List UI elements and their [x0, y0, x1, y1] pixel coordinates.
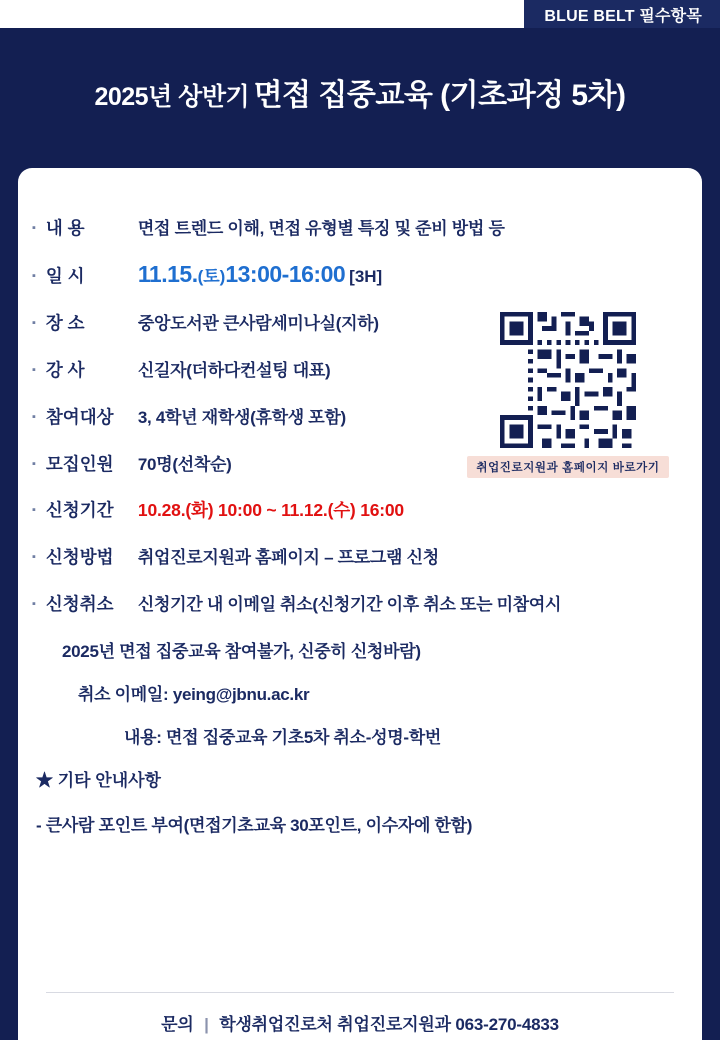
value-cancel-line4: 내용: 면접 집중교육 기초5차 취소-성명-학번: [124, 728, 442, 747]
info-row-target: [32, 403, 682, 429]
bullet-icon: ▪: [32, 458, 36, 470]
value-cancel-line1: 신청기간 내 이메일 취소(신청기간 이후 취소 또는 미참여시: [137, 595, 562, 614]
info-row-method: [32, 543, 682, 569]
bullet-icon: ▪: [32, 317, 36, 329]
info-row-datetime: [32, 261, 682, 288]
label-target: 참여대상: [45, 407, 114, 427]
info-row-content: [32, 214, 682, 240]
label-cancel: 신청취소: [45, 594, 114, 614]
value-hours: [3H]: [349, 267, 383, 286]
value-capacity: 70명(선착순): [137, 455, 232, 474]
bullet-icon: ▪: [32, 411, 36, 423]
info-list: [32, 214, 682, 844]
info-card: [18, 168, 702, 1063]
value-day: (토): [197, 267, 226, 286]
footer-divider: [46, 992, 674, 993]
info-row-lecturer: [32, 356, 682, 382]
value-date: 11.15.: [137, 261, 198, 287]
qr-caption: 취업진로지원과 홈페이지 바로가기: [467, 456, 668, 478]
page-title-main: 면접 집중교육 (기초과정 5차): [253, 79, 626, 112]
belt-tag: BLUE BELT 필수항목: [524, 0, 720, 28]
value-cancel-line3: 취소 이메일: yeing@jbnu.ac.kr: [78, 685, 310, 704]
page-title: [0, 70, 720, 114]
footer-separator: |: [204, 1015, 209, 1034]
label-capacity: 모집인원: [45, 454, 114, 474]
value-place: 중앙도서관 큰사람세미나실(지하): [137, 314, 379, 333]
page-title-prefix: 2025년 상반기: [94, 83, 250, 111]
bullet-icon: ▪: [32, 222, 36, 234]
value-method: 취업진로지원과 홈페이지 – 프로그램 신청: [137, 548, 439, 567]
value-target: 3, 4학년 재학생(휴학생 포함): [137, 408, 346, 427]
footer-value: 학생취업진로처 취업진로지원과 063-270-4833: [219, 1015, 559, 1034]
top-ribbon: [0, 0, 720, 28]
value-lecturer: 신길자(더하다컨설팅 대표): [137, 361, 331, 380]
label-period: 신청기간: [45, 500, 114, 520]
value-time: 13:00-16:00: [225, 261, 346, 287]
bullet-icon: ▪: [32, 270, 36, 282]
poster-body: [0, 28, 720, 1040]
bullet-icon: ▪: [32, 551, 36, 563]
notes-heading: ★ 기타 안내사항: [36, 771, 161, 790]
bullet-icon: ▪: [32, 364, 36, 376]
info-row-place: [32, 309, 682, 335]
footer-contact: [18, 1010, 702, 1035]
info-row-period: [32, 497, 682, 522]
info-row-cancel: [32, 590, 682, 616]
value-cancel-line2: 2025년 면접 집중교육 참여불가, 신중히 신청바람): [62, 642, 421, 661]
value-content: 면접 트렌드 이해, 면접 유형별 특징 및 준비 방법 등: [137, 219, 505, 238]
label-place: 장 소: [45, 313, 85, 333]
label-method: 신청방법: [45, 547, 114, 567]
footer-label: 문의: [161, 1015, 194, 1034]
bullet-icon: ▪: [32, 504, 36, 516]
info-row-capacity: [32, 450, 682, 476]
bullet-icon: ▪: [32, 598, 36, 610]
label-datetime: 일 시: [45, 266, 85, 286]
notes-item-1: - 큰사람 포인트 부여(면접기초교육 30포인트, 이수자에 한함): [36, 816, 473, 835]
label-content: 내 용: [45, 218, 85, 238]
value-period: 10.28.(화) 10:00 ~ 11.12.(수) 16:00: [137, 500, 404, 520]
label-lecturer: 강 사: [45, 360, 85, 380]
